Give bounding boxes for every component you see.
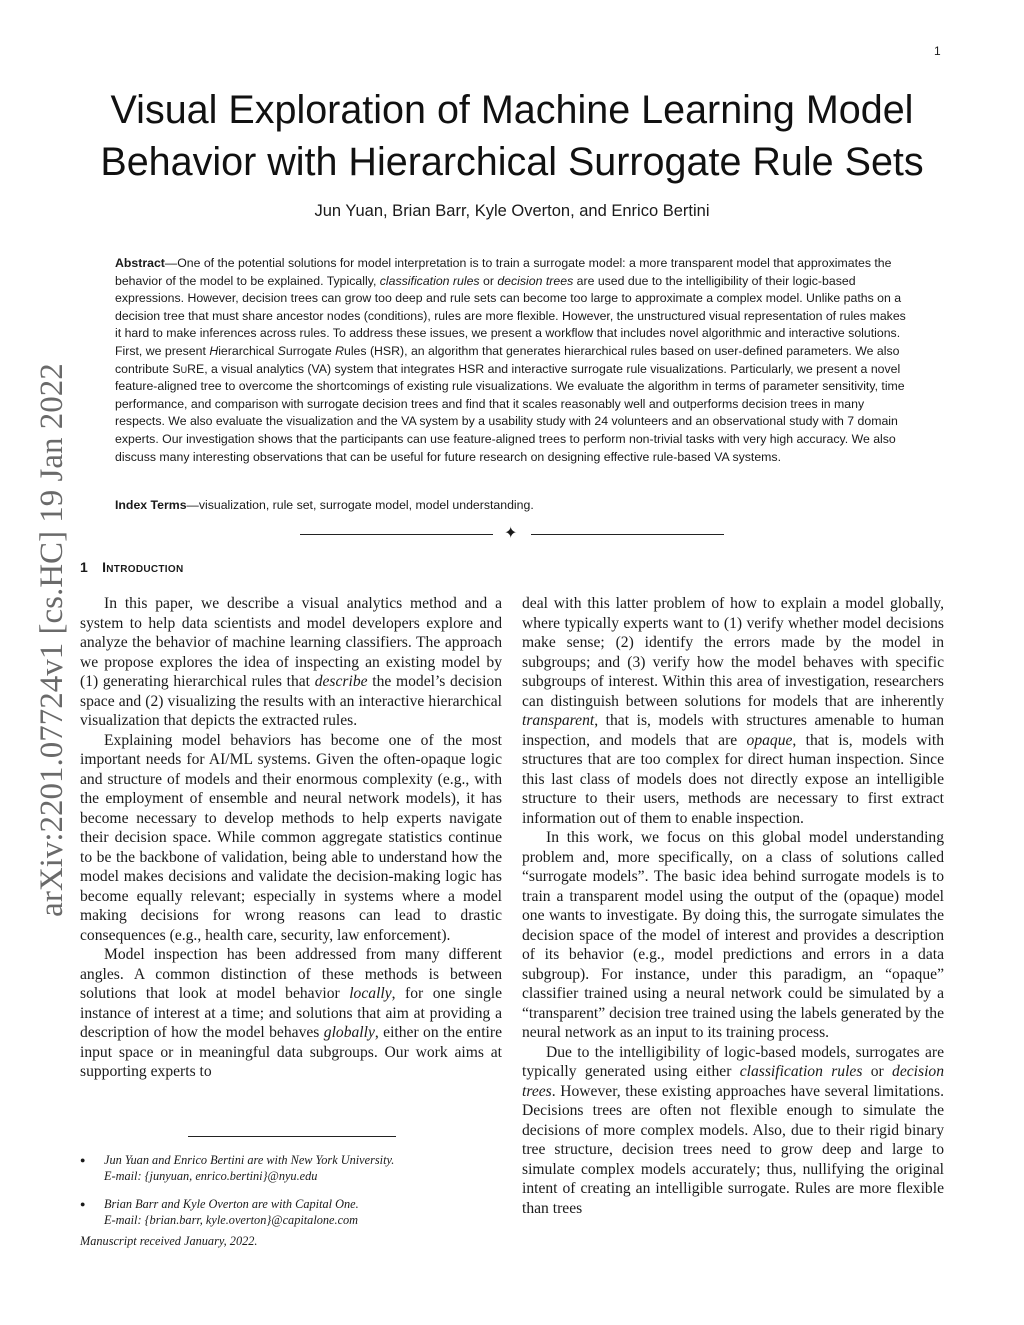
page-number: 1 — [934, 44, 941, 58]
abstract — [115, 255, 915, 466]
footnote-rule — [188, 1136, 396, 1137]
section-number: 1 — [80, 559, 89, 575]
abstract-emphasis: S — [277, 343, 286, 358]
abstract-text: ierarchical — [218, 343, 278, 358]
section-divider — [300, 523, 724, 542]
section-title: Introduction — [102, 559, 184, 575]
footnote-line: Jun Yuan and Enrico Bertini are with New York University. — [104, 1153, 395, 1167]
index-terms-text: —visualization, rule set, surrogate model, model understanding. — [186, 498, 534, 512]
paragraph: Model inspection has been addressed from many different angles. A common distinction of these methods is between solutions that look at model behavior locally, for one single instance of interest at a time; and solutions that aim at providing a description of how the model behaves globally, either on the entire input space or in meaningful data subgroups. Our work aims at supporting experts to — [80, 946, 502, 1080]
divider-line-left — [300, 534, 493, 535]
paragraph: In this work, we focus on this global model understanding problem and, more specifically, on a class of solutions called “surrogate models”. The basic idea behind surrogate models is to train a transparent model using the output of the (opaque) model one wants to investigate. By doing this, the surrogate simulates the decision space of the model of interest and provides a description of its behavior (e.g., model predictions and errors in a data subgroup). For instance, under this paradigm, an “opaque” classifier trained using a neural network could be simulated by a “transparent” decision tree trained using the labels generated by the neural network as an input to its training process. — [522, 829, 944, 1041]
system-name: SuRE — [172, 361, 205, 376]
section-heading — [80, 559, 183, 575]
abstract-label: Abstract — [115, 256, 165, 270]
manuscript-note: Manuscript received January, 2022. — [80, 1234, 258, 1248]
bullet-icon: ● — [80, 1155, 86, 1165]
right-column — [522, 594, 944, 1218]
paragraph: deal with this latter problem of how to explain a model globally, where typically experts want to (1) verify whether model decisions make sense; (2) identify the errors made by the model in subgroups; and (3) verify how the model behaves with specific subgroups of interest. Within this area of investigation, researchers can distinguish between solutions for models that are inherently transparent, that is, models with structures amenable to human inspection, and models that are opaque, that is, models with structures that are too complex for direct human inspection. Since this last class of models does not directly expose an intelligible structure to their users, methods are necessary to first extract information out of them to enable inspection. — [522, 595, 944, 827]
author-list: Jun Yuan, Brian Barr, Kyle Overton, and Enrico Bertini — [314, 202, 710, 220]
abstract-text: or — [479, 273, 498, 288]
paper-title — [60, 84, 964, 188]
abstract-text: urrogate — [285, 343, 336, 358]
bullet-icon: ● — [80, 1199, 86, 1209]
abstract-emphasis: R — [335, 343, 344, 358]
footnote-line: Brian Barr and Kyle Overton are with Capital One. — [104, 1197, 359, 1211]
index-terms — [115, 498, 915, 512]
divider-line-right — [531, 534, 724, 535]
divider-star-icon: ✦ — [504, 523, 518, 542]
abstract-text: are used due to the intelligibility of their logic-based expressions. However, decision trees can grow too deep and rule sets can become too large to approximate a complex model. Unlike paths on a decision tree that must share ancestor nodes (conditions), rules are more flexible. However, the unstructured visual representation of rules makes it hard to make inferences across rules. To address these issues, we present a workflow that includes novel algorithmic and interactive solutions. First, we present — [115, 273, 906, 358]
abstract-emphasis: classification rules — [379, 273, 480, 288]
left-column — [80, 594, 502, 1082]
abstract-text: , a visual analytics (VA) system that integrates HSR and interactive surrogate rule visualizations. Particularly, we present a novel feature-aligned tree to overcome the shortcomings of existing rule visualizations. We evaluate the algorithm in terms of parameter sensitivity, time performance, and comparison with surrogate decision trees and find that it scales reasonably well and outperforms decision trees in many respects. We also evaluate the visualization and the VA system by a usability study with 24 volunteers and an observational study with 7 domain experts. Our investigation shows that the participants can use feature-aligned trees to perform non-trivial tasks with very high accuracy. We also discuss many interesting observations that can be useful for future research on designing effective rule-based VA systems. — [115, 361, 905, 464]
footnote-affiliation-capitalone — [80, 1196, 500, 1228]
paragraph: Explaining model behaviors has become one of the most important needs for AI/ML systems. Given the often-opaque logic and structure of models and their enormous complexity (e.g., with the employment of ensemble and neural network models), it has become necessary to develop methods to help experts navigate their decision space. While common aggregate statistics continue to be the backbone of validation, being able to understand how the model makes decisions and validate the decision-making logic has become equally relevant; especially in systems where a model making decisions for wrong reasons can lead to drastic consequences (e.g., health care, security, law enforcement). — [80, 731, 502, 944]
abstract-emphasis: H — [209, 343, 219, 358]
index-terms-label: Index Terms — [115, 498, 187, 512]
abstract-emphasis: decision trees — [497, 273, 574, 288]
footnote-email: E-mail: {brian.barr, kyle.overton}@capitalone.com — [104, 1213, 359, 1227]
title-line-1: Visual Exploration of Machine Learning Model — [110, 88, 914, 132]
abstract-text: ules (HSR), an algorithm that generates hierarchical rules based on user-defined parameters. We also contribute — [115, 343, 900, 376]
footnote-affiliation-nyu — [80, 1152, 500, 1184]
title-line-2: Behavior with Hierarchical Surrogate Rule Sets — [100, 140, 924, 184]
paragraph: In this paper, we describe a visual analytics method and a system to help data scientists and model developers explore and analyze the behavior of machine learning classifiers. The approach we propose explores the idea of inspecting an existing model by (1) generating hierarchical rules that describe the model’s decision space and (2) visualizing the results with an interactive hierarchical visualization that depicts the extracted rules. — [80, 595, 503, 729]
abstract-text: —One of the potential solutions for model interpretation is to train a surrogate model: a more transparent model that approximates the behavior of the model to be explained. Typically, — [115, 256, 892, 288]
footnote-email: E-mail: {junyuan, enrico.bertini}@nyu.edu — [104, 1169, 318, 1183]
paragraph: Due to the intelligibility of logic-based models, surrogates are typically generated using either classification rules or decision trees. However, these existing approaches have several limitations. Decisions trees are often not flexible enough to simulate the decisions of more complex models. Also, due to their rigid binary tree structure, decision trees need to grow deep and large to simulate complex models accurately; thus, nullifying the original intent of creating an intelligible surrogate. Rules are more flexible than trees — [522, 1043, 945, 1217]
arxiv-identifier[interactable]: arXiv:2201.07724v1 [cs.HC] 19 Jan 2022 — [34, 363, 70, 917]
